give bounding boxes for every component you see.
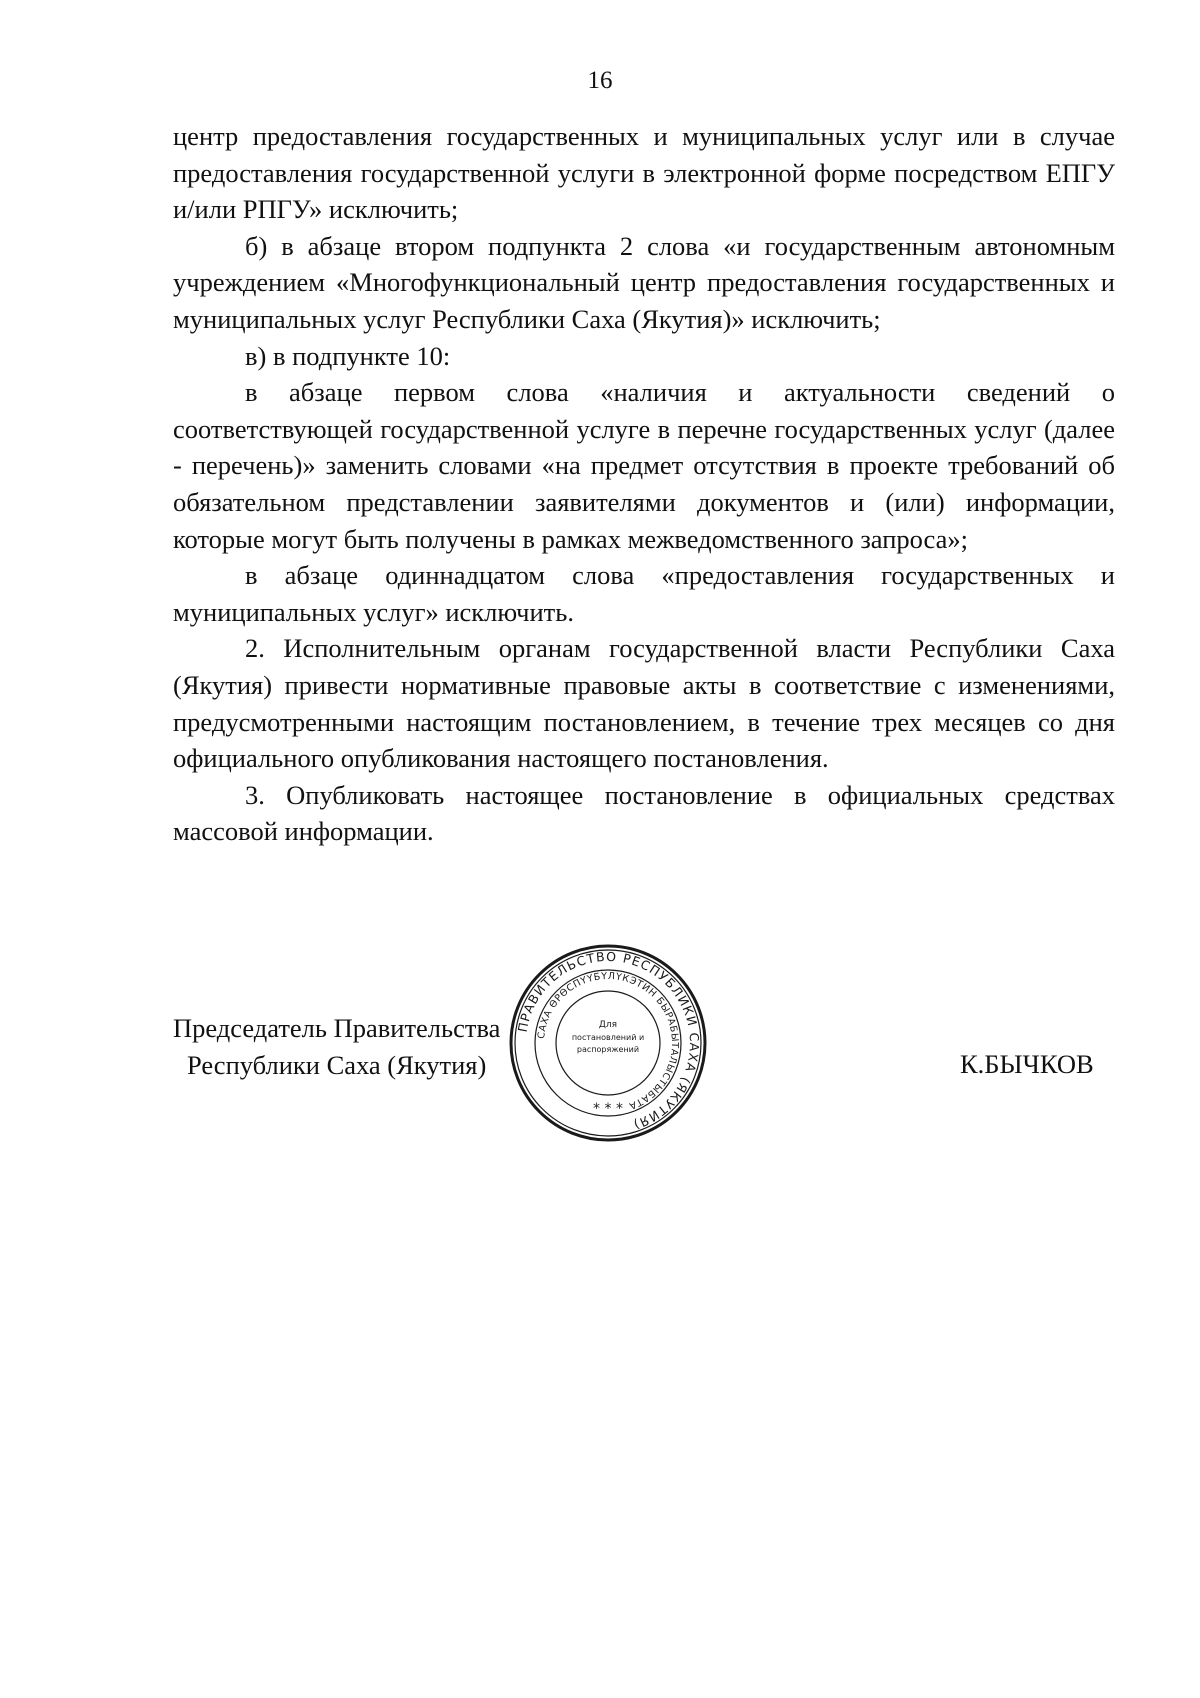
paragraph: 3. Опубликовать настоящее постановление в официальных средствах массовой информации. <box>173 779 1115 847</box>
official-seal <box>508 943 708 1143</box>
paragraph: 2. Исполнительным органам государственной власти Республики Саха (Якутия) привести нормативные правовые акты в соответствие с изменениями, предусмотренными настоящим постановлением, в течение трех месяцев со дня официального опубликования настоящего постановления. <box>173 633 1115 774</box>
document-body <box>173 118 1115 850</box>
page-number: 16 <box>587 67 613 94</box>
seal-center-line2: постановлений и <box>571 1033 645 1042</box>
seal-inner-ring <box>556 991 660 1095</box>
signatory-name: К.БЫЧКОВ <box>960 1049 1094 1079</box>
paragraph: центр предоставления государственных и муниципальных услуг или в случае предоставления государственной услуги в электронной форме посредством ЕПГУ и/или РПГУ» исключить; <box>173 121 1115 225</box>
seal-inner-text: САХА ӨРӨСПҮҮБҮЛҮКЭТИН БЫРАБЫТАЛЫСТЫБАТА <box>536 970 681 1112</box>
paragraph: б) в абзаце втором подпункта 2 слова «и государственным автономным учреждением «Многофункциональный центр предоставления государственных и муниципальных услуг Республики Саха (Якутия)» исключить; <box>173 230 1115 334</box>
seal-center-line1: Для <box>598 1020 618 1030</box>
paragraph: в абзаце одиннадцатом слова «предоставления государственных и муниципальных услуг» исключить. <box>173 560 1115 627</box>
seal-outer-text: ПРАВИТЕЛЬСТВО РЕСПУБЛИКИ САХА (ЯКУТИЯ) <box>514 948 703 1133</box>
signature-block <box>173 1010 500 1083</box>
paragraph: в) в подпункте 10: <box>245 340 451 371</box>
seal-center-line3: распоряжений <box>576 1045 640 1054</box>
paragraph: в абзаце первом слова «наличия и актуальности сведений о соответствующей государственной услуге в перечне государственных услуг (далее - перечень)» заменить словами «на предмет отсутствия в проекте требований об обязательном представлении заявителями документов и (или) информации, которые могут быть получены в рамках межведомственного запроса»; <box>173 377 1115 554</box>
seal-stars: * * * <box>593 1101 623 1117</box>
seal-middle-ring <box>535 970 681 1116</box>
signatory-title-line1: Председатель Правительства <box>173 1013 501 1043</box>
signatory-title-line2: Республики Саха (Якутия) <box>187 1049 487 1080</box>
